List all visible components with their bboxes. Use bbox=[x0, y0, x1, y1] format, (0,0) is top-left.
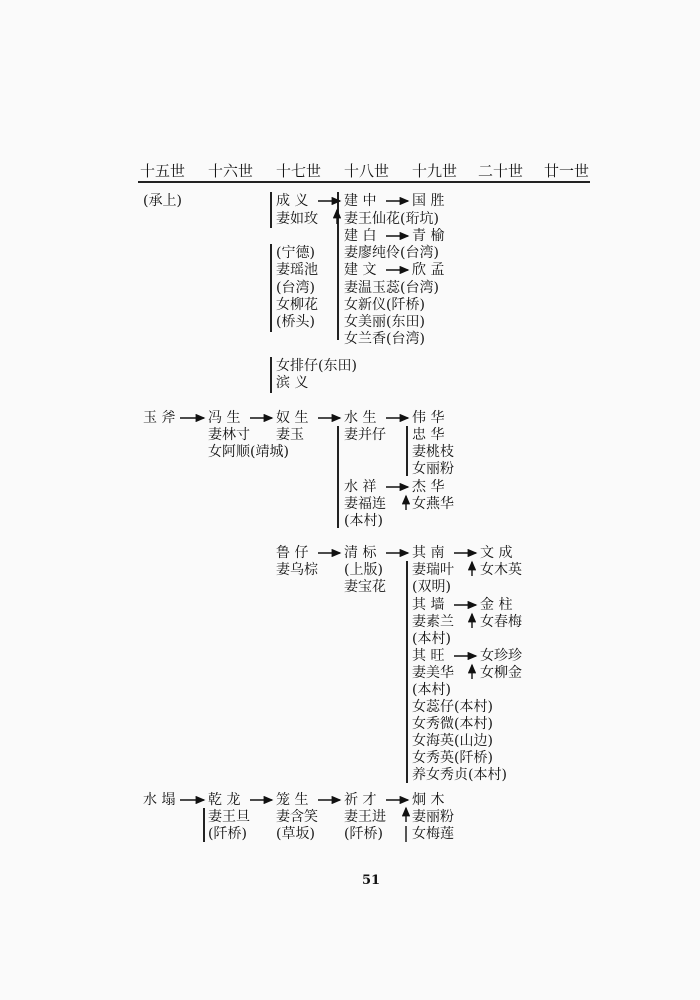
person: 祈 才 bbox=[344, 792, 377, 808]
daughter: 女珍珍 bbox=[480, 648, 522, 664]
daughter: 女秀英(阡桥) bbox=[412, 750, 493, 766]
spouse: 妻瑶池 bbox=[276, 262, 318, 278]
header-gen-18: 十八世 bbox=[344, 162, 390, 180]
daughter: 女兰香(台湾) bbox=[344, 331, 425, 347]
spouse: 妻宝花 bbox=[344, 579, 386, 595]
header-gen-15: 十五世 bbox=[140, 162, 186, 180]
header-gen-21: 廿一世 bbox=[544, 162, 590, 180]
daughter: 女木英 bbox=[480, 562, 522, 578]
person: 金 柱 bbox=[480, 597, 513, 613]
daughter: 女柳金 bbox=[480, 665, 522, 681]
spouse: 妻丽粉 bbox=[412, 809, 454, 825]
person: 其 南 bbox=[412, 545, 445, 561]
spouse: 妻瑞叶 bbox=[412, 562, 454, 578]
header-gen-19: 十九世 bbox=[412, 162, 458, 180]
person: 建 中 bbox=[344, 193, 377, 209]
daughter: 女燕华 bbox=[412, 496, 454, 512]
note: (宁德) bbox=[276, 245, 315, 261]
person: 水 塌 bbox=[143, 792, 176, 808]
person: 水 生 bbox=[344, 410, 377, 426]
spouse: 妻桃枝 bbox=[412, 444, 454, 460]
person: 欣 孟 bbox=[412, 262, 445, 278]
spouse: 妻素兰 bbox=[412, 614, 454, 630]
note: (本村) bbox=[412, 682, 451, 698]
person: 滨 义 bbox=[276, 375, 309, 391]
note: (双明) bbox=[412, 579, 451, 595]
person: 青 榆 bbox=[412, 228, 445, 244]
spouse: 妻王进 bbox=[344, 809, 386, 825]
person: 清 标 bbox=[344, 545, 377, 561]
daughter: 女蕊仔(本村) bbox=[412, 699, 493, 715]
person: 鲁 仔 bbox=[276, 545, 309, 561]
person: 水 祥 bbox=[344, 479, 377, 495]
person: 乾 龙 bbox=[208, 792, 241, 808]
person: 玉 斧 bbox=[143, 410, 176, 426]
page-number: 51 bbox=[362, 873, 381, 888]
daughter: 女柳花 bbox=[276, 297, 318, 313]
note: (阡桥) bbox=[344, 826, 383, 842]
spouse: 妻福连 bbox=[344, 496, 386, 512]
person: 伟 华 bbox=[412, 410, 445, 426]
person: 其 旺 bbox=[412, 648, 445, 664]
header-gen-16: 十六世 bbox=[208, 162, 254, 180]
daughter: 女美丽(东田) bbox=[344, 314, 425, 330]
header-gen-17: 十七世 bbox=[276, 162, 322, 180]
note: (台湾) bbox=[276, 280, 315, 296]
spouse: 妻王仙花(珩坑) bbox=[344, 211, 439, 227]
header-gen-20: 二十世 bbox=[478, 162, 524, 180]
daughter: 女海英(山边) bbox=[412, 733, 493, 749]
spouse: 妻并仔 bbox=[344, 427, 386, 443]
spouse: 妻含笑 bbox=[276, 809, 318, 825]
spouse: 妻温玉蕊(台湾) bbox=[344, 280, 439, 296]
daughter: 女梅莲 bbox=[412, 826, 454, 842]
person: 冯 生 bbox=[208, 410, 241, 426]
spouse: 妻廖纯伶(台湾) bbox=[344, 245, 439, 261]
note: (上版) bbox=[344, 562, 383, 578]
person: 建 文 bbox=[344, 262, 377, 278]
person: 奴 生 bbox=[276, 410, 309, 426]
spouse: 妻玉 bbox=[276, 427, 304, 443]
person: 建 白 bbox=[344, 228, 377, 244]
continued-label: (承上) bbox=[143, 193, 182, 209]
note: (桥头) bbox=[276, 314, 315, 330]
note: (本村) bbox=[344, 513, 383, 529]
person: 成 义 bbox=[276, 193, 309, 209]
person: 忠 华 bbox=[412, 427, 445, 443]
spouse: 妻乌棕 bbox=[276, 562, 318, 578]
spouse: 妻如玫 bbox=[276, 211, 318, 227]
person: 其 墙 bbox=[412, 597, 445, 613]
note: (阡桥) bbox=[208, 826, 247, 842]
daughter: 女丽粉 bbox=[412, 461, 454, 477]
person: 国 胜 bbox=[412, 193, 445, 209]
spouse: 妻林寸 bbox=[208, 427, 250, 443]
person: 文 成 bbox=[480, 545, 513, 561]
daughter: 女新仪(阡桥) bbox=[344, 297, 425, 313]
note: (本村) bbox=[412, 631, 451, 647]
daughter: 女春梅 bbox=[480, 614, 522, 630]
note: (草坂) bbox=[276, 826, 315, 842]
daughter: 女秀微(本村) bbox=[412, 716, 493, 732]
spouse: 妻王旦 bbox=[208, 809, 250, 825]
person: 笼 生 bbox=[276, 792, 309, 808]
daughter: 女排仔(东田) bbox=[276, 358, 357, 374]
daughter: 养女秀贞(本村) bbox=[412, 767, 507, 783]
person: 炯 木 bbox=[412, 792, 445, 808]
spouse: 妻美华 bbox=[412, 665, 454, 681]
person: 杰 华 bbox=[412, 479, 445, 495]
daughter: 女阿顺(靖城) bbox=[208, 444, 289, 460]
